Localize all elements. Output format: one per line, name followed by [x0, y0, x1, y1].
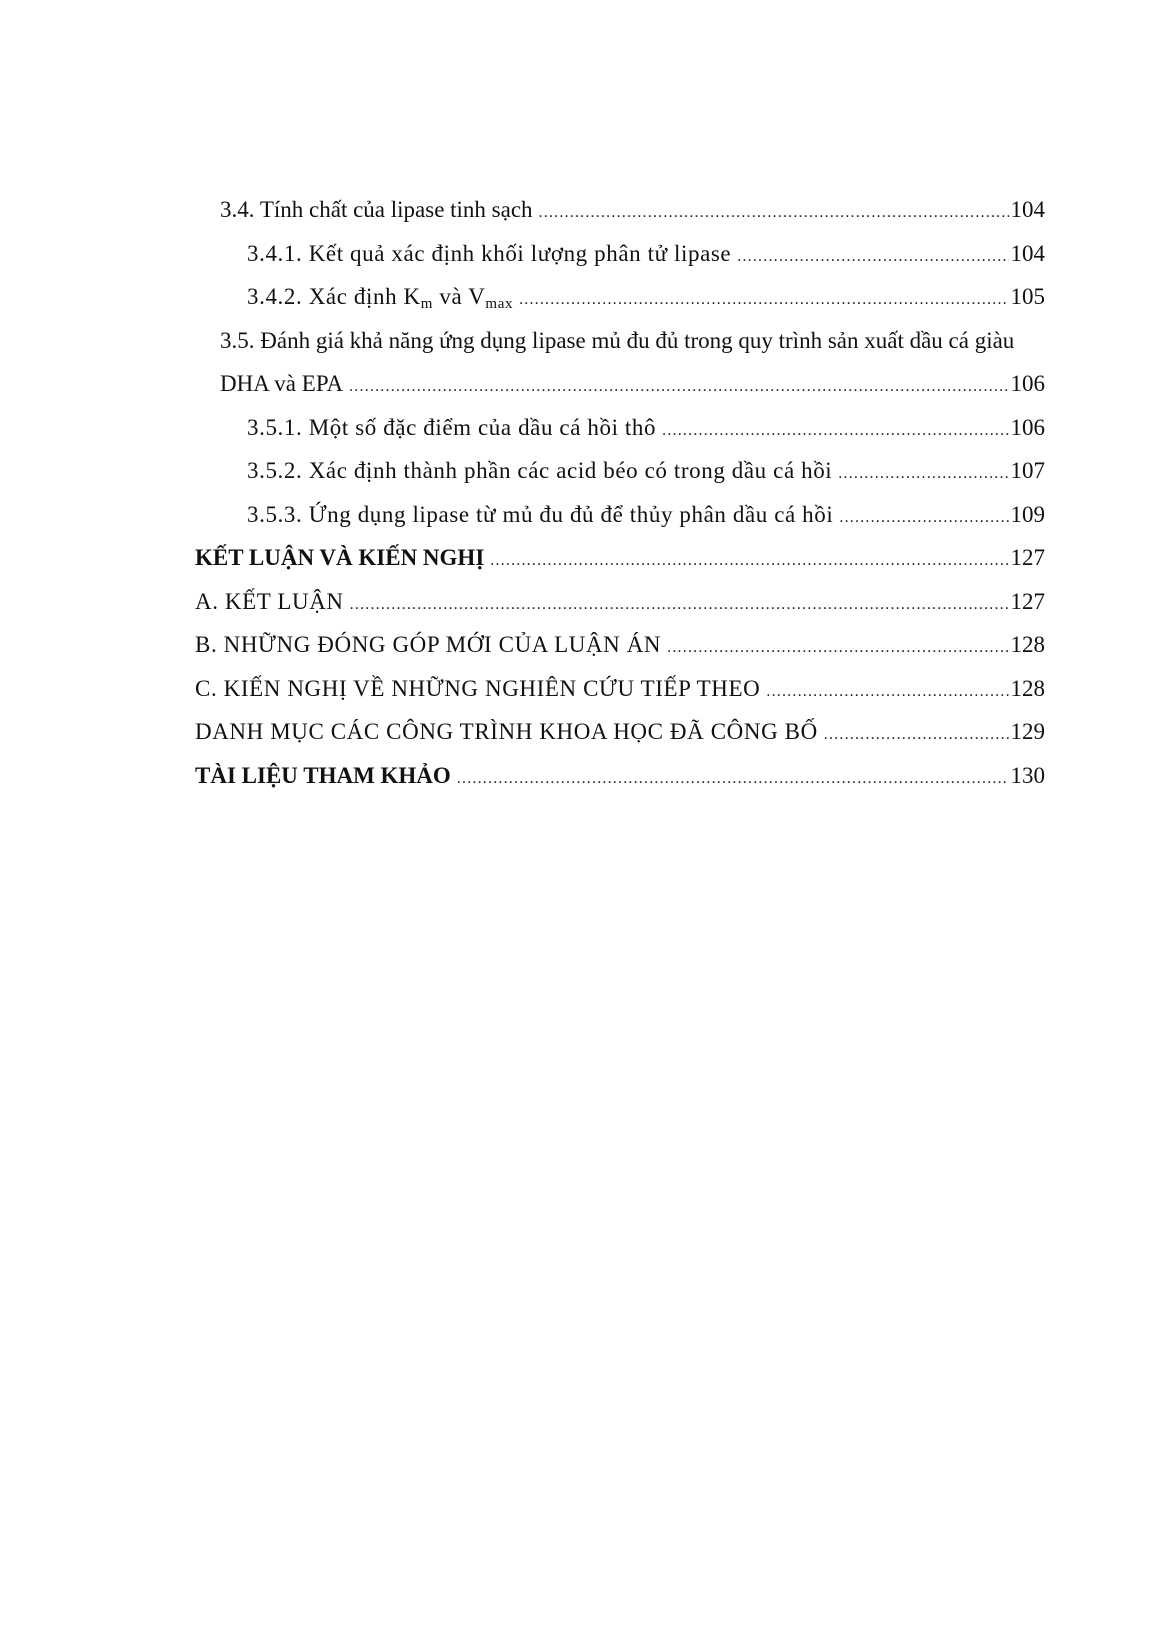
toc-entry-title: TÀI LIỆU THAM KHẢO	[195, 762, 451, 788]
toc-entry-title-mid: và V	[433, 284, 486, 309]
toc-entry-title-line1[interactable]: 3.5. Đánh giá khả năng ứng dụng lipase mủ đu đủ trong quy trình sản xuất dầu cá giàu	[220, 327, 1015, 353]
toc-entry-title: 3.5.1. Một số đặc điểm của dầu cá hồi thô	[247, 414, 657, 440]
dot-leader	[839, 496, 1008, 540]
dot-leader	[662, 409, 1008, 453]
toc-entry-title: A. KẾT LUẬN	[195, 588, 344, 614]
dot-leader	[838, 452, 1008, 496]
toc-entry[interactable]	[195, 493, 1045, 537]
toc-entry[interactable]	[195, 188, 1045, 232]
toc-entry[interactable]	[195, 536, 1045, 580]
toc-entry[interactable]	[195, 710, 1045, 754]
dot-leader	[766, 670, 1008, 714]
dot-leader	[457, 757, 1009, 801]
toc-entry-title-prefix: 3.4.2. Xác định K	[247, 284, 421, 309]
toc-entry-title-line2: DHA và EPA	[220, 371, 344, 396]
toc-entry-page: 127	[1010, 545, 1045, 570]
toc-entry-page: 106	[1010, 371, 1045, 396]
toc-entry-page: 128	[1010, 632, 1045, 657]
dot-leader	[349, 365, 1008, 409]
toc-entry-title: 3.4.1. Kết quả xác định khối lượng phân tử lipase	[247, 240, 732, 266]
dot-leader	[350, 583, 1009, 627]
toc-entry-title: 3.5.2. Xác định thành phần các acid béo có trong dầu cá hồi	[247, 458, 833, 483]
toc-entry[interactable]	[195, 754, 1045, 798]
toc-entry-title: KẾT LUẬN VÀ KIẾN NGHỊ	[195, 545, 485, 570]
toc-entry-page: 109	[1010, 501, 1045, 527]
toc-entry[interactable]	[195, 275, 1045, 319]
toc-entry[interactable]	[195, 580, 1045, 624]
toc-entry-page: 105	[1010, 284, 1045, 309]
table-of-contents	[195, 188, 1045, 797]
toc-entry-page: 106	[1010, 414, 1045, 440]
toc-entry-page: 104	[1010, 197, 1045, 222]
toc-entry[interactable]	[195, 623, 1045, 667]
toc-entry-page: 130	[1010, 762, 1045, 788]
toc-entry-title: C. KIẾN NGHỊ VỀ NHỮNG NGHIÊN CỨU TIẾP THEO	[195, 675, 761, 701]
toc-entry-title: 3.4. Tính chất của lipase tinh sạch	[220, 197, 533, 222]
dot-leader	[519, 278, 1008, 322]
toc-entry-title: DANH MỤC CÁC CÔNG TRÌNH KHOA HỌC ĐÃ CÔNG BỐ	[195, 719, 818, 744]
dot-leader	[824, 713, 1009, 757]
vmax-subscript: max	[485, 296, 514, 312]
toc-entry-title: B. NHỮNG ĐÓNG GÓP MỚI CỦA LUẬN ÁN	[195, 632, 662, 657]
toc-entry[interactable]	[195, 406, 1045, 450]
km-subscript: m	[420, 296, 434, 312]
dot-leader	[490, 539, 1008, 583]
toc-entry[interactable]	[195, 362, 1045, 406]
toc-entry[interactable]	[195, 232, 1045, 276]
dot-leader	[737, 235, 1008, 279]
toc-entry-page: 129	[1010, 719, 1045, 744]
toc-entry-page: 104	[1010, 240, 1045, 266]
toc-entry-page: 128	[1010, 675, 1045, 701]
dot-leader	[667, 626, 1008, 670]
toc-entry-page: 127	[1010, 588, 1045, 614]
toc-entry-title: 3.5.3. Ứng dụng lipase từ mủ đu đủ để thủy phân dầu cá hồi	[247, 501, 834, 527]
toc-entry[interactable]	[195, 667, 1045, 711]
toc-entry-page: 107	[1010, 458, 1045, 483]
toc-entry[interactable]	[195, 449, 1045, 493]
toc-entry-title	[247, 275, 513, 319]
dot-leader	[539, 191, 1009, 235]
